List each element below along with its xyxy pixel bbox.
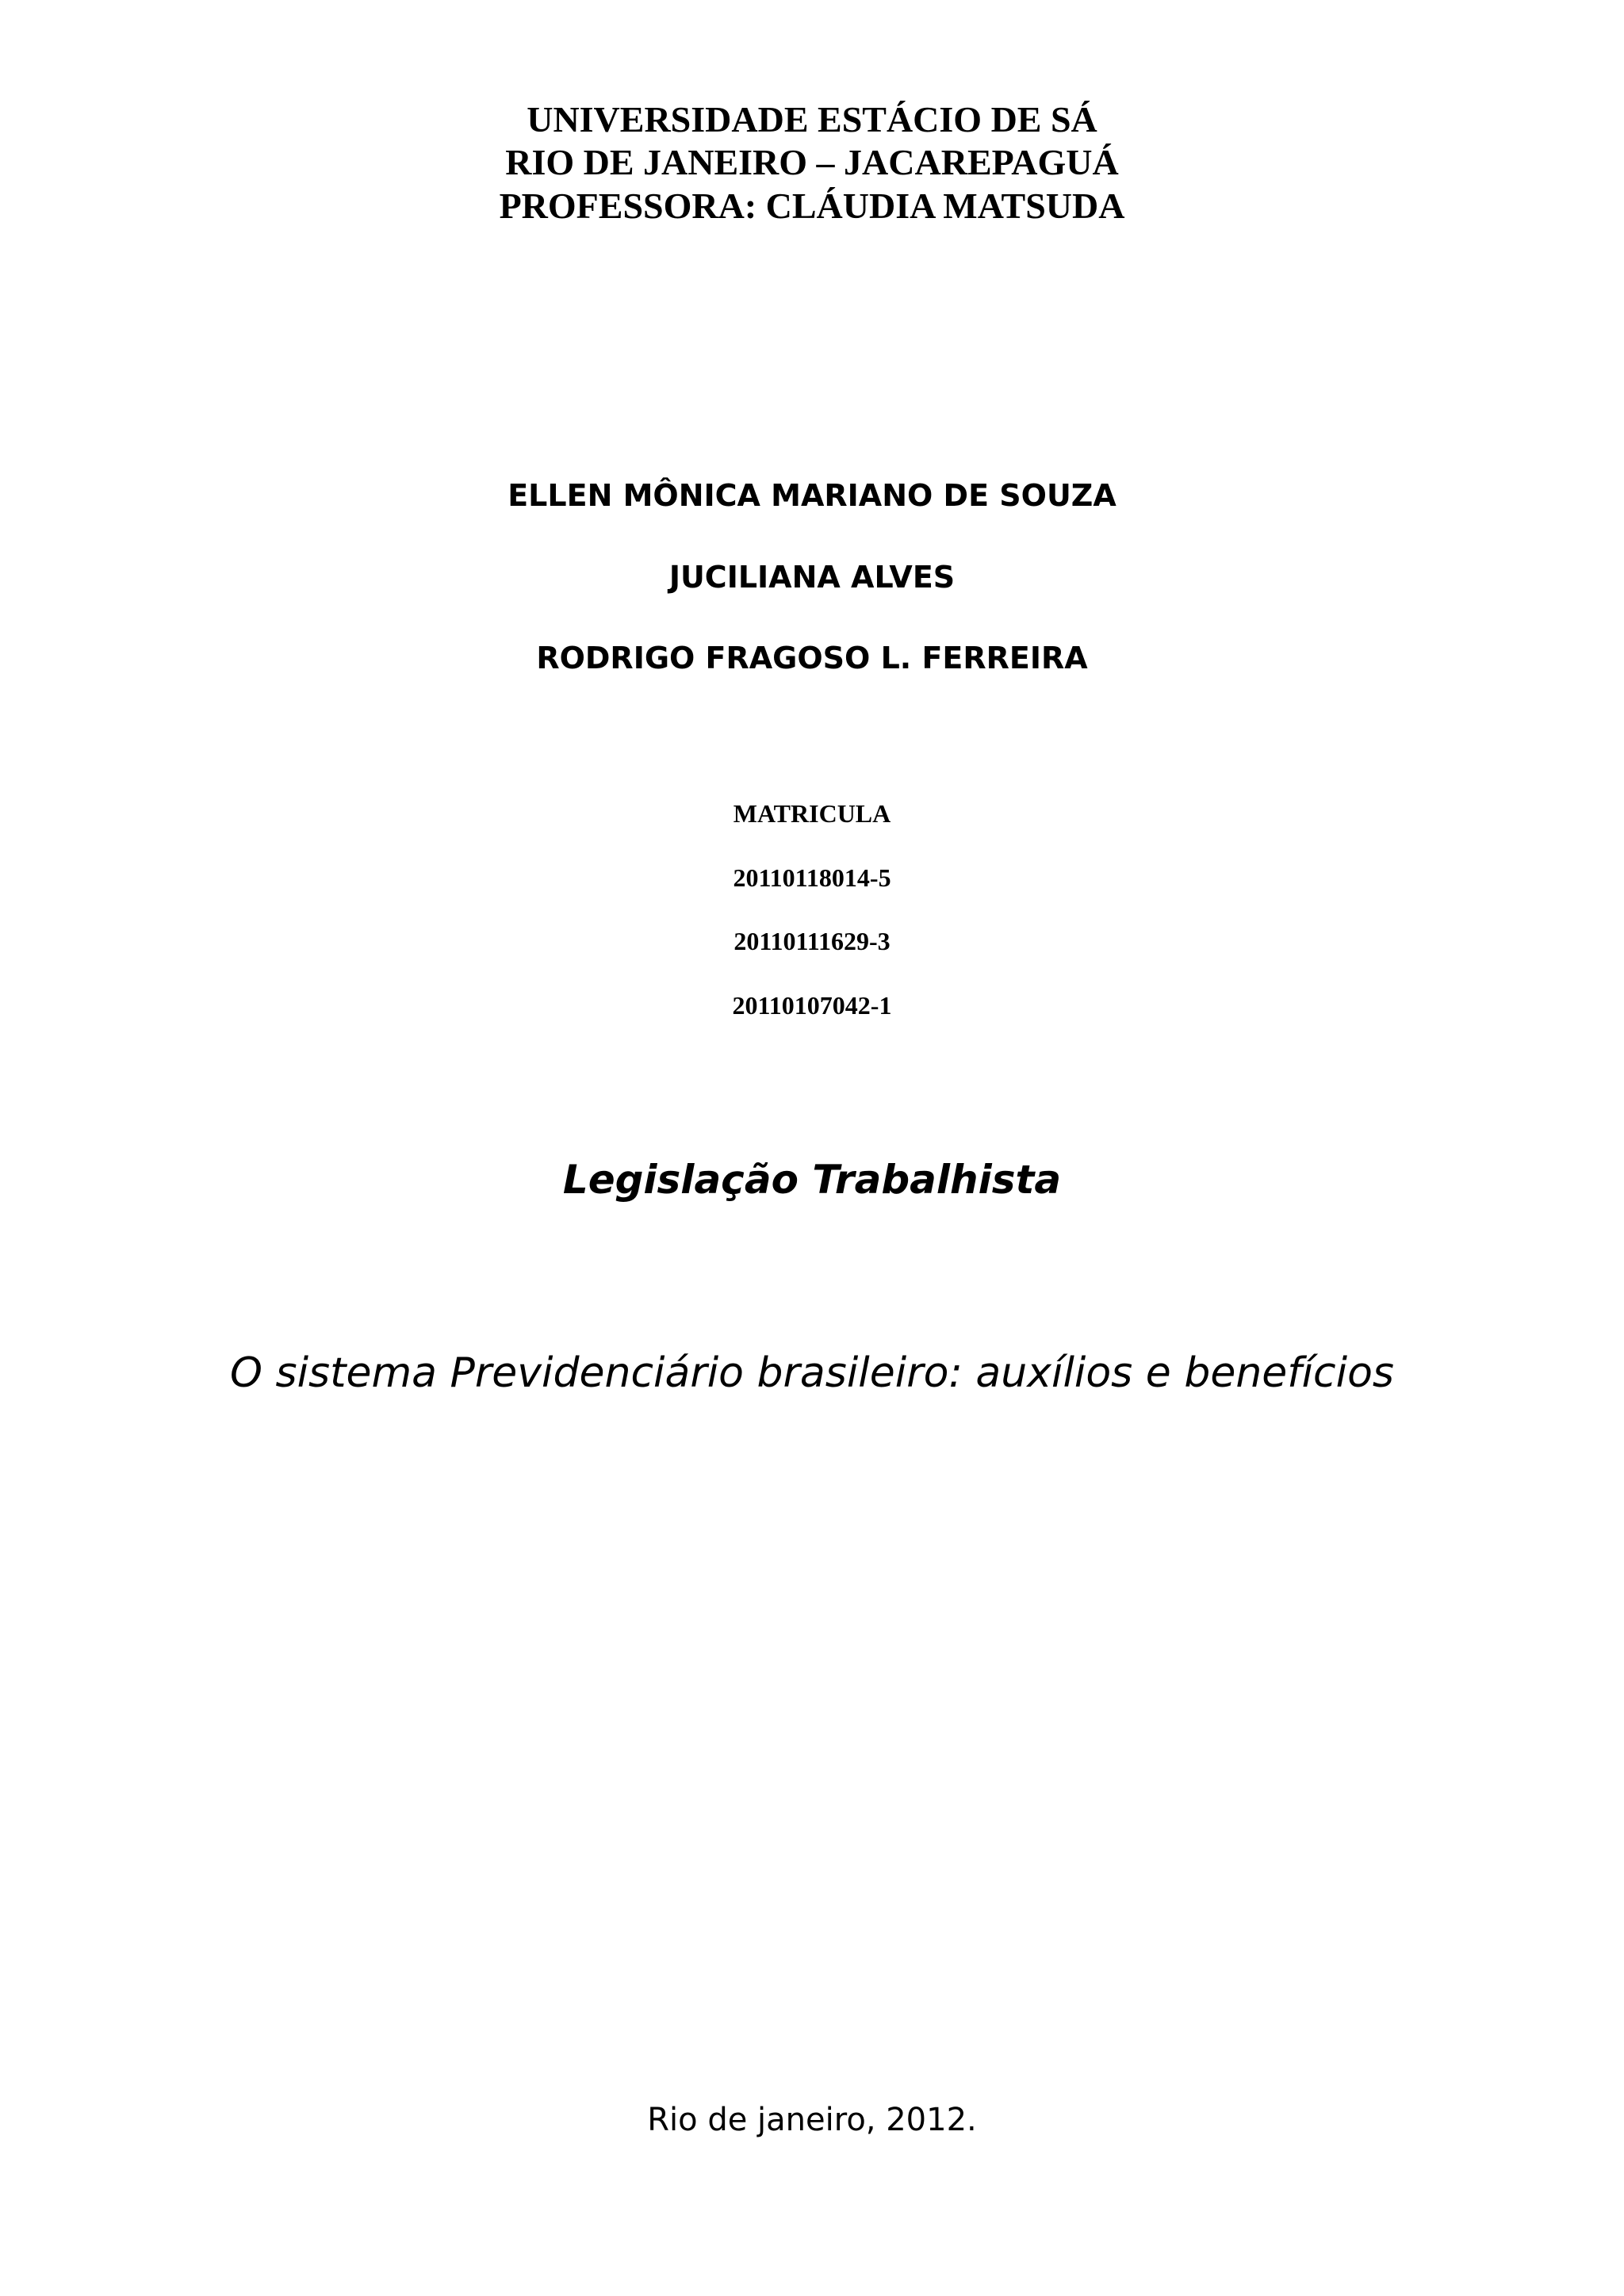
matricula-number: 20110111629-3 — [733, 927, 891, 955]
matricula-number: 20110118014-5 — [733, 863, 891, 892]
matricula-number: 20110107042-1 — [732, 991, 892, 1020]
place-date: Rio de janeiro, 2012. — [647, 2102, 977, 2138]
course-title: Legislação Trabalhista — [562, 1157, 1062, 1203]
campus-name: RIO DE JANEIRO – JACAREPAGUÁ — [505, 142, 1119, 182]
professor-name: PROFESSORA: CLÁUDIA MATSUDA — [499, 186, 1125, 226]
author-name: ELLEN MÔNICA MARIANO DE SOUZA — [508, 478, 1116, 513]
author-name: JUCILIANA ALVES — [668, 560, 956, 595]
matricula-label: MATRICULA — [733, 799, 891, 828]
author-name: RODRIGO FRAGOSO L. FERREIRA — [536, 641, 1088, 675]
institution-name: UNIVERSIDADE ESTÁCIO DE SÁ — [527, 99, 1097, 140]
work-title: O sistema Previdenciário brasileiro: auxílios e benefícios — [230, 1349, 1394, 1397]
